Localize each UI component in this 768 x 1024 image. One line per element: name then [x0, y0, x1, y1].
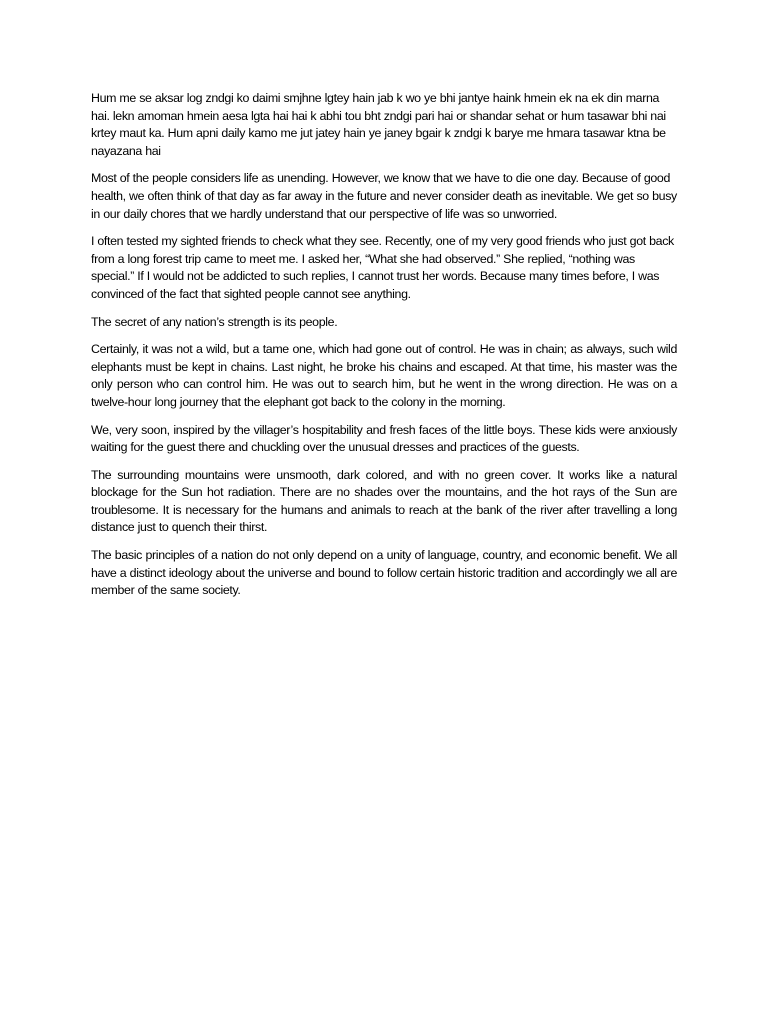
paragraph-mountains: The surrounding mountains were unsmooth, dark colored, and with no green cover. It works like a natural blockage for the Sun hot radiation. There are no shades over the mountains, and the hot rays of the Sun are troublesome. It is necessary for the humans and animals to reach at the bank of the river after travelling a long distance just to quench their thirst. — [91, 467, 677, 535]
paragraph-sighted-friends: I often tested my sighted friends to check what they see. Recently, one of my very good friends who just got back from a long forest trip came to meet me. I asked her, “What she had observed.” She replied, “nothing was special.” If I would not be addicted to such replies, I cannot trust her words. Because many times before, I was convinced of the fact that sighted people cannot see anything. — [91, 234, 674, 301]
paragraph-villagers: We, very soon, inspired by the villager’s hospitability and fresh faces of the little boys. These kids were anxiously waiting for the guest there and chuckling over the unusual dresses and practices of the guests. — [91, 422, 677, 455]
paragraph-life-unending: Most of the people considers life as unending. However, we know that we have to die one day. Because of good health, we often think of that day as far away in the future and never consider death as inevitable. We get so busy in our daily chores that we hardly understand that our perspective of life was so unworried. — [91, 171, 677, 221]
document-body — [91, 90, 677, 610]
paragraph-nation-strength: The secret of any nation’s strength is its people. — [91, 314, 338, 329]
paragraph-elephant: Certainly, it was not a wild, but a tame one, which had gone out of control. He was in chain; as always, such wild elephants must be kept in chains. Last night, he broke his chains and escaped. At that time, his master was the only person who can control him. He was out to search him, but he went in the wrong direction. He was on a twelve-hour long journey that the elephant got back to the colony in the morning. — [91, 342, 677, 409]
paragraph-nation-principles: The basic principles of a nation do not only depend on a unity of language, country, and economic benefit. We all have a distinct ideology about the universe and bound to follow certain historic tradition and accordingly we all are member of the same society. — [91, 548, 677, 598]
paragraph-roman-urdu: Hum me se aksar log zndgi ko daimi smjhne lgtey hain jab k wo ye bhi jantye haink hmein ek na ek din marna hai. lekn amoman hmein aesa lgta hai hai k abhi tou bht zndgi pari hai or shandar sehat or hum tasawar bhi nai krtey maut ka. Hum apni daily kamo me jut jatey hain ye janey bgair k zndgi k barye me hmara tasawar ktna be nayazana hai — [91, 91, 666, 158]
